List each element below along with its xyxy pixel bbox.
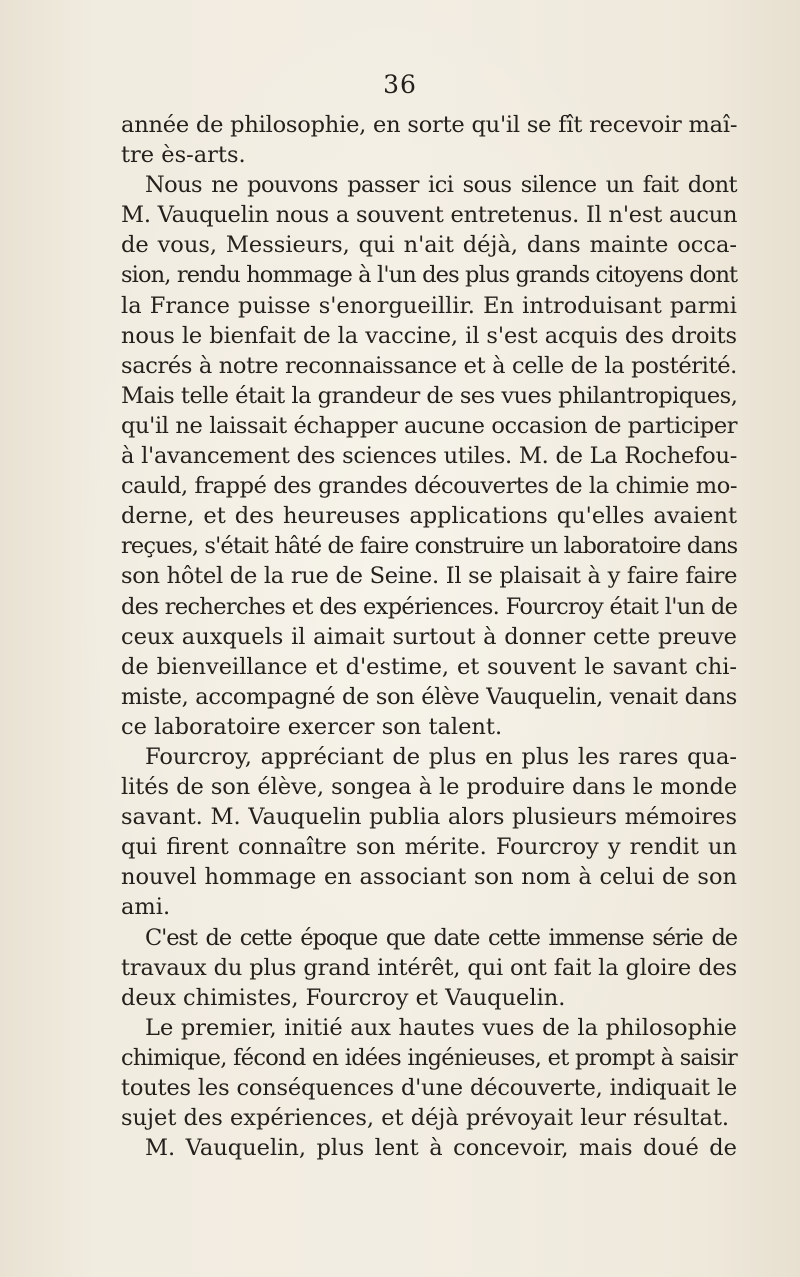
text-line: Le premier, initié aux hautes vues de la philosophie (145, 1014, 737, 1041)
text-line: deux chimistes, Fourcroy et Vauquelin. (121, 984, 566, 1011)
text-line: Fourcroy, appréciant de plus en plus les rares qua- (145, 743, 737, 770)
text-line: travaux du plus grand intérêt, qui ont fait la gloire des (121, 954, 737, 981)
text-line: ceux auxquels il aimait surtout à donner cette preuve (121, 623, 737, 650)
text-line: reçues, s'était hâté de faire construire un laboratoire dans (121, 533, 738, 560)
text-line: sion, rendu hommage à l'un des plus grands citoyens dont (121, 262, 738, 289)
text-line: derne, et des heureuses applications qu'elles avaient (121, 503, 737, 530)
text-line: M. Vauquelin nous a souvent entretenus. Il n'est aucun (121, 202, 738, 229)
text-line: qu'il ne laissait échapper aucune occasion de participer (121, 412, 738, 439)
text-line: nous le bienfait de la vaccine, il s'est acquis des droits (121, 322, 737, 349)
text-line: sujet des expériences, et déjà prévoyait leur résultat. (121, 1105, 730, 1132)
text-line: chimique, fécond en idées ingénieuses, et prompt à saisir (121, 1044, 738, 1071)
text-line: ce laboratoire exercer son talent. (121, 713, 503, 740)
text-line: de vous, Messieurs, qui n'ait déjà, dans mainte occa- (121, 232, 737, 259)
text-line: tre ès-arts. (121, 142, 246, 169)
text-line: nouvel hommage en associant son nom à celui de son (121, 864, 737, 891)
text-line: Mais telle était la grandeur de ses vues philantropiques, (121, 382, 738, 409)
text-line: M. Vauquelin, plus lent à concevoir, mais doué de (145, 1135, 737, 1162)
text-line: C'est de cette époque que date cette immense série de (145, 924, 737, 951)
text-line: à l'avancement des sciences utiles. M. de La Rochefou- (121, 443, 738, 470)
text-line: ami. (121, 894, 171, 921)
text-line: la France puisse s'enorgueillir. En introduisant parmi (121, 292, 737, 319)
text-line: cauld, frappé des grandes découvertes de la chimie mo- (121, 473, 737, 500)
text-line: lités de son élève, songea à le produire dans le monde (121, 774, 738, 801)
body-text (121, 110, 737, 1163)
page-number: 36 (383, 70, 417, 99)
text-line: qui firent connaître son mérite. Fourcroy y rendit un (121, 834, 737, 861)
text-line: de bienveillance et d'estime, et souvent le savant chi- (121, 653, 737, 680)
text-line: sacrés à notre reconnaissance et à celle de la postérité. (121, 352, 737, 379)
text-line: Nous ne pouvons passer ici sous silence un fait dont (145, 172, 737, 199)
text-line: son hôtel de la rue de Seine. Il se plaisait à y faire faire (121, 563, 738, 590)
text-line: toutes les conséquences d'une découverte, indiquait le (121, 1075, 737, 1101)
text-line: miste, accompagné de son élève Vauquelin, venait dans (121, 683, 737, 710)
text-line: année de philosophie, en sorte qu'il se fît recevoir maî- (121, 112, 738, 138)
text-line: des recherches et des expériences. Fourcroy était l'un de (121, 593, 738, 620)
text-line: savant. M. Vauquelin publia alors plusieurs mémoires (121, 804, 737, 831)
